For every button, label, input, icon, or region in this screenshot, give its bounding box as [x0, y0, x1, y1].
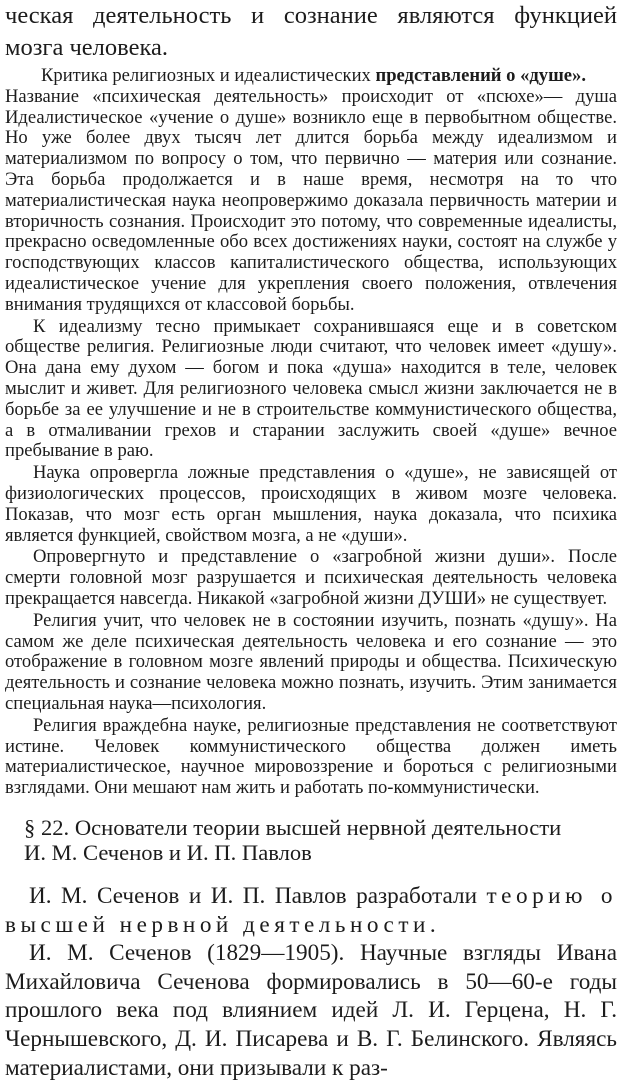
paragraph-psychology: Религия учит, что человек не в состоянии изучить, познать «душу». На самом же деле психическая деятельность человека и его сознание — это отображение в головном мозге явлений природы и общества. Психическую деятельность и сознание человека можно познать, изучить. Этим занимается специальная наука—психология. [5, 609, 617, 714]
critique-lead: Критика религиозных и идеалистических [41, 65, 371, 86]
section-body [5, 882, 617, 1082]
paragraph-science: Наука опровергла ложные представления о «душе», не зависящей от физиологических процессов, происходящих в живом мозге человека. Показав, что мозг есть орган мышления, наука доказала, что психика является функцией, свойством мозга, а не «души». [5, 462, 617, 546]
intro-lead: И. М. Сеченов и И. П. Павлов разработали [29, 883, 478, 909]
small-print-section [5, 66, 617, 799]
opening-line-1: ческая деятельность и сознание являются функцией [5, 2, 617, 29]
book-page [5, 0, 617, 799]
section-intro-paragraph [5, 882, 617, 939]
paragraph-afterlife: Опровергнуто и представление о «загробной жизни души». После смерти головной мозг разрушается и психическая деятельность человека прекращается навсегда. Никакой «загробной жизни ДУШИ» не существует. [5, 546, 617, 609]
opening-text [5, 0, 617, 64]
section-heading-line-1: § 22. Основатели теории высшей нервной деятельности [24, 815, 562, 840]
opening-line-2: мозга человека. [5, 34, 168, 61]
sechenov-paragraph: И. М. Сеченов (1829—1905). Научные взгляды Ивана Михайловича Сеченова формировались в 50—60-е годы прошлого века под влиянием идей Л. И. Герцена, Н. Г. Чернышевского, Д. И. Писарева и В. Г. Белинского. Являясь материалистами, они призывали к раз- [5, 940, 617, 1081]
paragraph-religion: К идеализму тесно примыкает сохранившаяся еще и в советском обществе религия. Религиозные люди считают, что человек имеет «душу». Она дана ему духом — богом и пока «душа» находится в теле, человек мыслит и живет. Для религиозного человека смысл жизни заключается не в борьбе за ее улучшение и не в строительстве коммунистического общества, а в отмаливании грехов и старании заслужить своей «душе» вечное пребывание в раю. [5, 315, 617, 462]
section-heading-line-2: И. М. Сеченов и И. П. Павлов [24, 840, 312, 865]
section-heading [24, 815, 614, 865]
paragraph-hostility: Религия враждебна науке, религиозные представления не соответствуют истине. Человек коммунистического общества должен иметь материалистическое, научное мировоззрение и бороться с религиозными взглядами. Они мешают нам жить и работать по-коммунистически. [5, 714, 617, 799]
intro-spaced-term: теорию о высшей нервной деятельности. [5, 883, 617, 938]
critique-lead-bold: представлений о «душе». [375, 65, 586, 86]
critique-heading-paragraph [5, 66, 617, 87]
critique-body: Название «психическая деятельность» происходит от «псюхе»— душа Идеалистическое «учение о душе» возникло еще в первобытном обществе. Но уже более двух тысяч лет длится борьба между идеализмом и материализмом по вопросу о том, что первично — материя или сознание. Эта борьба продолжается и в наше время, несмотря на то что материалистическая наука неопровержимо доказала первичность материи и вторичность сознания. Происходит это потому, что современные идеалисты, прекрасно осведомленные обо всех достижениях науки, состоят на службе у господствующих классов капиталистического общества, использующих идеалистическое учение для укрепления своего положения, отвлечения внимания трудящихся от классовой борьбы. [5, 85, 617, 315]
